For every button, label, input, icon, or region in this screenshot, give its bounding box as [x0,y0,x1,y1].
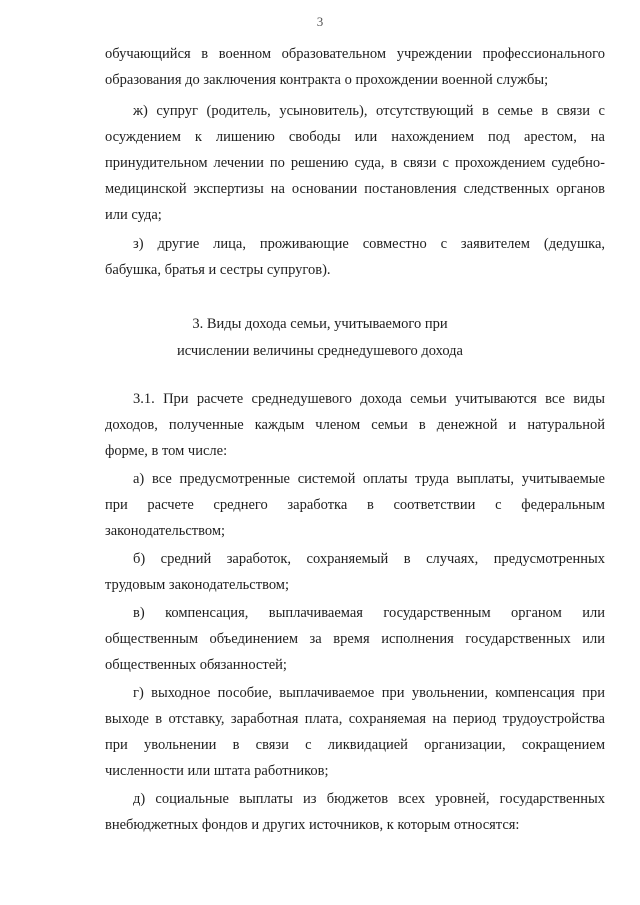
text-line: медицинской экспертизы на основании постановления следственных органов [105,181,605,197]
text-line: образования до заключения контракта о прохождении военной службы; [105,72,549,88]
text-line: численности или штата работников; [105,763,329,779]
text-line: осуждением к лишению свободы или нахождением под арестом, на [105,129,605,145]
text-line: принудительном лечении по решению суда, в связи с прохождением судебно- [105,155,605,171]
text-line: обучающийся в военном образовательном учреждении профессионального [105,46,605,62]
text-line: а) все предусмотренные системой оплаты труда выплаты, учитываемые [133,471,605,487]
text-line: трудовым законодательством; [105,577,289,593]
text-line: при расчете среднего заработка в соответствии с федеральным [105,497,605,513]
text-line: д) социальные выплаты из бюджетов всех уровней, государственных [133,791,605,807]
text-line: ж) супруг (родитель, усыновитель), отсутствующий в семье в связи с [133,103,605,119]
page-number: 3 [316,14,324,29]
section-heading: 3. Виды дохода семьи, учитываемого при [192,316,448,332]
text-line: выходе в отставку, заработная плата, сохраняемая на период трудоустройства [105,711,605,727]
text-line: г) выходное пособие, выплачиваемое при увольнении, компенсация при [133,685,605,701]
text-line: бабушка, братья и сестры супругов). [105,262,331,278]
section-heading: исчислении величины среднедушевого дохода [177,343,463,359]
text-line: форме, в том числе: [105,443,228,459]
text-line: общественным объединением за время исполнения государственных или [105,631,605,647]
text-line: или суда; [105,207,162,223]
text-line: доходов, полученные каждым членом семьи в денежной и натуральной [105,417,605,433]
text-line: 3.1. При расчете среднедушевого дохода семьи учитываются все виды [133,391,605,407]
text-line: б) средний заработок, сохраняемый в случаях, предусмотренных [133,551,605,567]
text-line: в) компенсация, выплачиваемая государственным органом или [133,605,605,621]
text-line: при увольнении в связи с ликвидацией организации, сокращением [105,737,605,753]
text-line: законодательством; [105,523,226,539]
text-line: общественных обязанностей; [105,657,287,673]
text-line: внебюджетных фондов и других источников, к которым относятся: [105,817,520,833]
text-line: з) другие лица, проживающие совместно с заявителем (дедушка, [133,236,605,252]
